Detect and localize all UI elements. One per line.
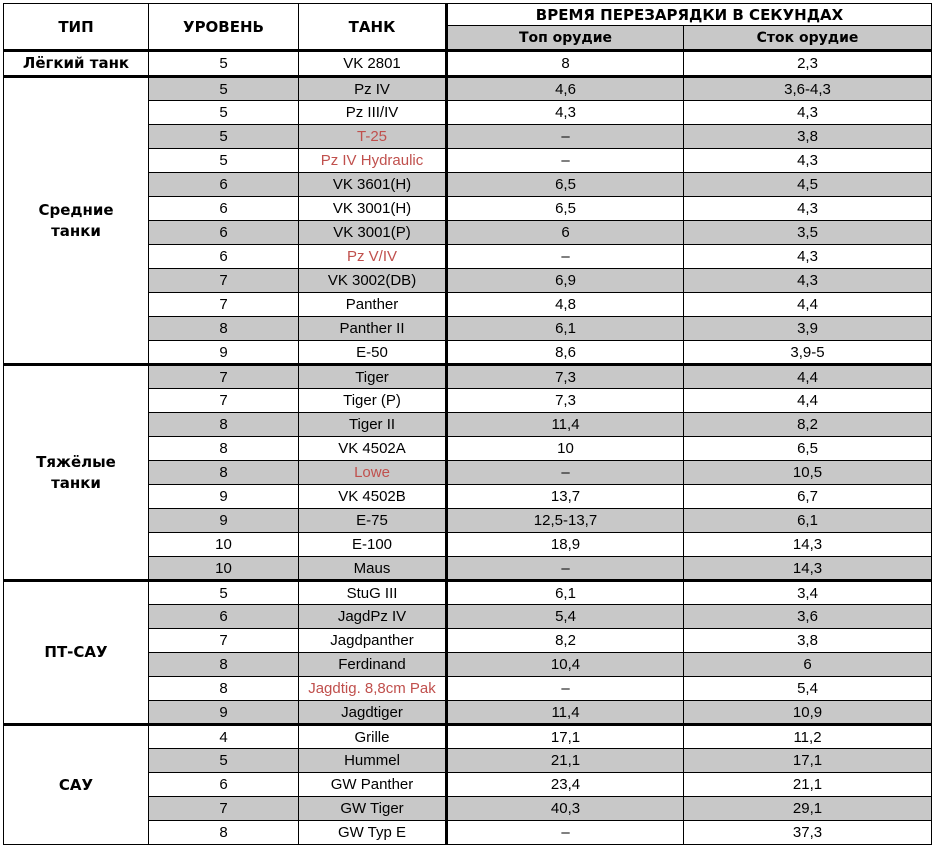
top-gun-reload-cell: 6 bbox=[447, 221, 684, 245]
level-cell: 5 bbox=[149, 749, 299, 773]
stock-gun-reload-cell: 11,2 bbox=[684, 725, 932, 749]
top-gun-reload-cell: 21,1 bbox=[447, 749, 684, 773]
tank-name-cell: GW Panther bbox=[299, 773, 447, 797]
top-gun-reload-cell: 40,3 bbox=[447, 797, 684, 821]
table-row bbox=[4, 365, 932, 389]
level-cell: 10 bbox=[149, 533, 299, 557]
level-cell: 7 bbox=[149, 797, 299, 821]
tank-name-cell: Tiger (P) bbox=[299, 389, 447, 413]
level-cell: 5 bbox=[149, 581, 299, 605]
stock-gun-reload-cell: 3,8 bbox=[684, 629, 932, 653]
reload-time-table bbox=[3, 3, 932, 845]
stock-gun-reload-cell: 4,3 bbox=[684, 245, 932, 269]
tank-name-cell: E-100 bbox=[299, 533, 447, 557]
top-gun-reload-cell: 8,2 bbox=[447, 629, 684, 653]
top-gun-reload-cell: 18,9 bbox=[447, 533, 684, 557]
level-cell: 8 bbox=[149, 821, 299, 845]
top-gun-reload-cell: 4,6 bbox=[447, 77, 684, 101]
level-cell: 8 bbox=[149, 653, 299, 677]
level-cell: 9 bbox=[149, 341, 299, 365]
tank-name-cell: VK 3001(P) bbox=[299, 221, 447, 245]
level-cell: 9 bbox=[149, 509, 299, 533]
stock-gun-reload-cell: 29,1 bbox=[684, 797, 932, 821]
stock-gun-reload-cell: 10,9 bbox=[684, 701, 932, 725]
top-gun-reload-cell: 10 bbox=[447, 437, 684, 461]
stock-gun-reload-cell: 14,3 bbox=[684, 557, 932, 581]
tank-name-cell: Ferdinand bbox=[299, 653, 447, 677]
level-cell: 7 bbox=[149, 293, 299, 317]
level-cell: 9 bbox=[149, 485, 299, 509]
table-row bbox=[4, 581, 932, 605]
level-cell: 8 bbox=[149, 437, 299, 461]
tank-name-cell: Lowe bbox=[299, 461, 447, 485]
tank-name-cell: Panther bbox=[299, 293, 447, 317]
stock-gun-reload-cell: 3,9 bbox=[684, 317, 932, 341]
stock-gun-reload-cell: 4,4 bbox=[684, 389, 932, 413]
level-cell: 7 bbox=[149, 269, 299, 293]
tank-name-cell: StuG III bbox=[299, 581, 447, 605]
tank-name-cell: VK 2801 bbox=[299, 51, 447, 77]
level-cell: 6 bbox=[149, 221, 299, 245]
stock-gun-reload-cell: 37,3 bbox=[684, 821, 932, 845]
stock-gun-reload-cell: 3,4 bbox=[684, 581, 932, 605]
level-cell: 7 bbox=[149, 629, 299, 653]
level-cell: 8 bbox=[149, 413, 299, 437]
header-tank: ТАНК bbox=[299, 4, 447, 51]
stock-gun-reload-cell: 3,6-4,3 bbox=[684, 77, 932, 101]
stock-gun-reload-cell: 17,1 bbox=[684, 749, 932, 773]
stock-gun-reload-cell: 8,2 bbox=[684, 413, 932, 437]
level-cell: 6 bbox=[149, 173, 299, 197]
stock-gun-reload-cell: 3,6 bbox=[684, 605, 932, 629]
level-cell: 6 bbox=[149, 773, 299, 797]
top-gun-reload-cell: 6,5 bbox=[447, 197, 684, 221]
stock-gun-reload-cell: 14,3 bbox=[684, 533, 932, 557]
top-gun-reload-cell: – bbox=[447, 125, 684, 149]
top-gun-reload-cell: – bbox=[447, 677, 684, 701]
tank-name-cell: Tiger II bbox=[299, 413, 447, 437]
header-reload-time: ВРЕМЯ ПЕРЕЗАРЯДКИ В СЕКУНДАХ bbox=[447, 4, 932, 26]
tank-name-cell: VK 3601(H) bbox=[299, 173, 447, 197]
top-gun-reload-cell: – bbox=[447, 149, 684, 173]
tank-name-cell: Panther II bbox=[299, 317, 447, 341]
vehicle-type-label: Средние танки bbox=[4, 77, 149, 365]
vehicle-type-label: ПТ-САУ bbox=[4, 581, 149, 725]
top-gun-reload-cell: 8,6 bbox=[447, 341, 684, 365]
tank-name-cell: T-25 bbox=[299, 125, 447, 149]
level-cell: 8 bbox=[149, 461, 299, 485]
top-gun-reload-cell: 7,3 bbox=[447, 389, 684, 413]
top-gun-reload-cell: 4,8 bbox=[447, 293, 684, 317]
tank-name-cell: VK 3002(DB) bbox=[299, 269, 447, 293]
top-gun-reload-cell: 11,4 bbox=[447, 413, 684, 437]
header-level: УРОВЕНЬ bbox=[149, 4, 299, 51]
level-cell: 10 bbox=[149, 557, 299, 581]
top-gun-reload-cell: 6,1 bbox=[447, 581, 684, 605]
level-cell: 5 bbox=[149, 101, 299, 125]
header-top-gun: Топ орудие bbox=[447, 26, 684, 51]
level-cell: 5 bbox=[149, 77, 299, 101]
tank-name-cell: VK 4502A bbox=[299, 437, 447, 461]
top-gun-reload-cell: 23,4 bbox=[447, 773, 684, 797]
stock-gun-reload-cell: 6,1 bbox=[684, 509, 932, 533]
level-cell: 7 bbox=[149, 389, 299, 413]
level-cell: 4 bbox=[149, 725, 299, 749]
stock-gun-reload-cell: 6,5 bbox=[684, 437, 932, 461]
tank-name-cell: Pz III/IV bbox=[299, 101, 447, 125]
tank-name-cell: Pz IV Hydraulic bbox=[299, 149, 447, 173]
top-gun-reload-cell: 5,4 bbox=[447, 605, 684, 629]
top-gun-reload-cell: 6,1 bbox=[447, 317, 684, 341]
tank-name-cell: VK 3001(H) bbox=[299, 197, 447, 221]
stock-gun-reload-cell: 2,3 bbox=[684, 51, 932, 77]
tank-name-cell: Maus bbox=[299, 557, 447, 581]
level-cell: 8 bbox=[149, 317, 299, 341]
level-cell: 7 bbox=[149, 365, 299, 389]
stock-gun-reload-cell: 4,5 bbox=[684, 173, 932, 197]
vehicle-type-label: САУ bbox=[4, 725, 149, 845]
vehicle-type-label: Лёгкий танк bbox=[4, 51, 149, 77]
table-row bbox=[4, 77, 932, 101]
top-gun-reload-cell: 13,7 bbox=[447, 485, 684, 509]
top-gun-reload-cell: 6,9 bbox=[447, 269, 684, 293]
stock-gun-reload-cell: 6 bbox=[684, 653, 932, 677]
tank-name-cell: Pz IV bbox=[299, 77, 447, 101]
table-body bbox=[4, 51, 932, 845]
top-gun-reload-cell: – bbox=[447, 821, 684, 845]
level-cell: 5 bbox=[149, 125, 299, 149]
vehicle-type-label: Тяжёлые танки bbox=[4, 365, 149, 581]
tank-name-cell: VK 4502B bbox=[299, 485, 447, 509]
tank-name-cell: JagdPz IV bbox=[299, 605, 447, 629]
table-row bbox=[4, 725, 932, 749]
stock-gun-reload-cell: 4,4 bbox=[684, 365, 932, 389]
level-cell: 6 bbox=[149, 605, 299, 629]
stock-gun-reload-cell: 3,8 bbox=[684, 125, 932, 149]
tank-name-cell: Jagdtiger bbox=[299, 701, 447, 725]
stock-gun-reload-cell: 4,3 bbox=[684, 101, 932, 125]
level-cell: 6 bbox=[149, 245, 299, 269]
stock-gun-reload-cell: 4,4 bbox=[684, 293, 932, 317]
top-gun-reload-cell: 8 bbox=[447, 51, 684, 77]
tank-name-cell: Pz V/IV bbox=[299, 245, 447, 269]
level-cell: 5 bbox=[149, 51, 299, 77]
tank-name-cell: Grille bbox=[299, 725, 447, 749]
top-gun-reload-cell: 11,4 bbox=[447, 701, 684, 725]
stock-gun-reload-cell: 6,7 bbox=[684, 485, 932, 509]
stock-gun-reload-cell: 3,9-5 bbox=[684, 341, 932, 365]
top-gun-reload-cell: 7,3 bbox=[447, 365, 684, 389]
tank-name-cell: GW Typ E bbox=[299, 821, 447, 845]
top-gun-reload-cell: – bbox=[447, 557, 684, 581]
top-gun-reload-cell: – bbox=[447, 245, 684, 269]
top-gun-reload-cell: 4,3 bbox=[447, 101, 684, 125]
stock-gun-reload-cell: 10,5 bbox=[684, 461, 932, 485]
stock-gun-reload-cell: 4,3 bbox=[684, 197, 932, 221]
tank-name-cell: Tiger bbox=[299, 365, 447, 389]
top-gun-reload-cell: – bbox=[447, 461, 684, 485]
header-stock-gun: Сток орудие bbox=[684, 26, 932, 51]
level-cell: 9 bbox=[149, 701, 299, 725]
level-cell: 6 bbox=[149, 197, 299, 221]
tank-name-cell: E-50 bbox=[299, 341, 447, 365]
top-gun-reload-cell: 6,5 bbox=[447, 173, 684, 197]
header-type: ТИП bbox=[4, 4, 149, 51]
level-cell: 5 bbox=[149, 149, 299, 173]
stock-gun-reload-cell: 4,3 bbox=[684, 269, 932, 293]
tank-name-cell: Hummel bbox=[299, 749, 447, 773]
top-gun-reload-cell: 12,5-13,7 bbox=[447, 509, 684, 533]
stock-gun-reload-cell: 21,1 bbox=[684, 773, 932, 797]
stock-gun-reload-cell: 4,3 bbox=[684, 149, 932, 173]
tank-name-cell: GW Tiger bbox=[299, 797, 447, 821]
top-gun-reload-cell: 10,4 bbox=[447, 653, 684, 677]
stock-gun-reload-cell: 3,5 bbox=[684, 221, 932, 245]
table-row bbox=[4, 51, 932, 77]
tank-name-cell: Jagdpanther bbox=[299, 629, 447, 653]
tank-name-cell: E-75 bbox=[299, 509, 447, 533]
top-gun-reload-cell: 17,1 bbox=[447, 725, 684, 749]
tank-name-cell: Jagdtig. 8,8cm Pak bbox=[299, 677, 447, 701]
level-cell: 8 bbox=[149, 677, 299, 701]
stock-gun-reload-cell: 5,4 bbox=[684, 677, 932, 701]
